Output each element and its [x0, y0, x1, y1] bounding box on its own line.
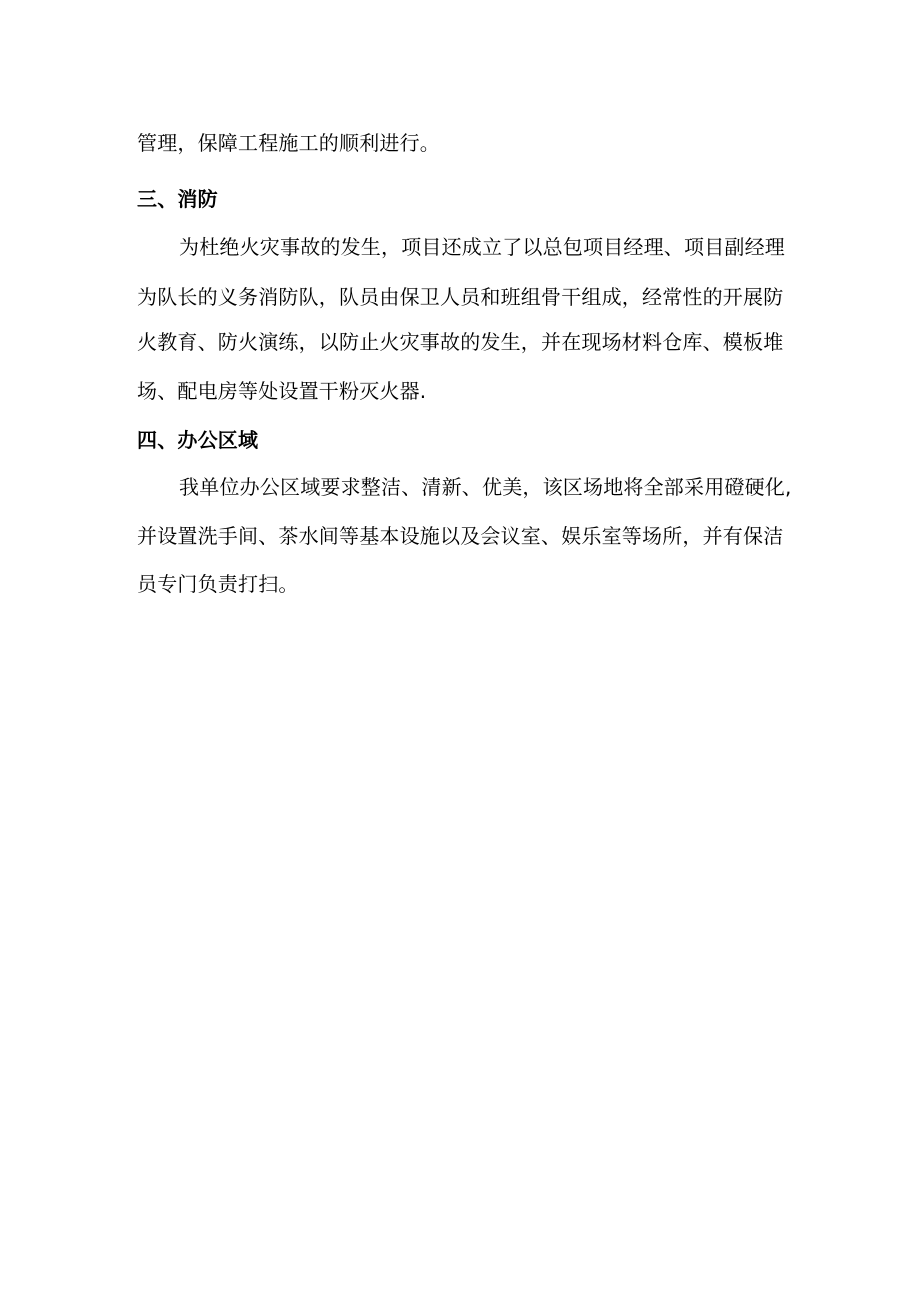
section-heading-office-area: 四、办公区域	[137, 428, 259, 452]
paragraph-line: 管理，保障工程施工的顺利进行。	[137, 131, 440, 155]
section-heading-fire-protection: 三、消防	[137, 187, 218, 211]
paragraph-line: 员专门负责打扫。	[137, 572, 299, 596]
paragraph-line: 为杜绝火灾事故的发生，项目还成立了以总包项目经理、项目副经理	[179, 235, 785, 259]
paragraph-line: 我单位办公区域要求整洁、清新、优美，该区场地将全部采用磴硬化,	[179, 475, 792, 499]
paragraph-line: 火教育、防火演练，以防止火灾事故的发生，并在现场材料仓库、模板堆	[137, 330, 784, 354]
paragraph-line: 为队长的义务消防队，队员由保卫人员和班组骨干组成，经常性的开展防	[137, 285, 784, 309]
paragraph-line: 场、配电房等处设置干粉灭火器.	[137, 379, 427, 403]
paragraph-line: 并设置洗手间、茶水间等基本设施以及会议室、娱乐室等场所，并有保洁	[137, 524, 784, 548]
